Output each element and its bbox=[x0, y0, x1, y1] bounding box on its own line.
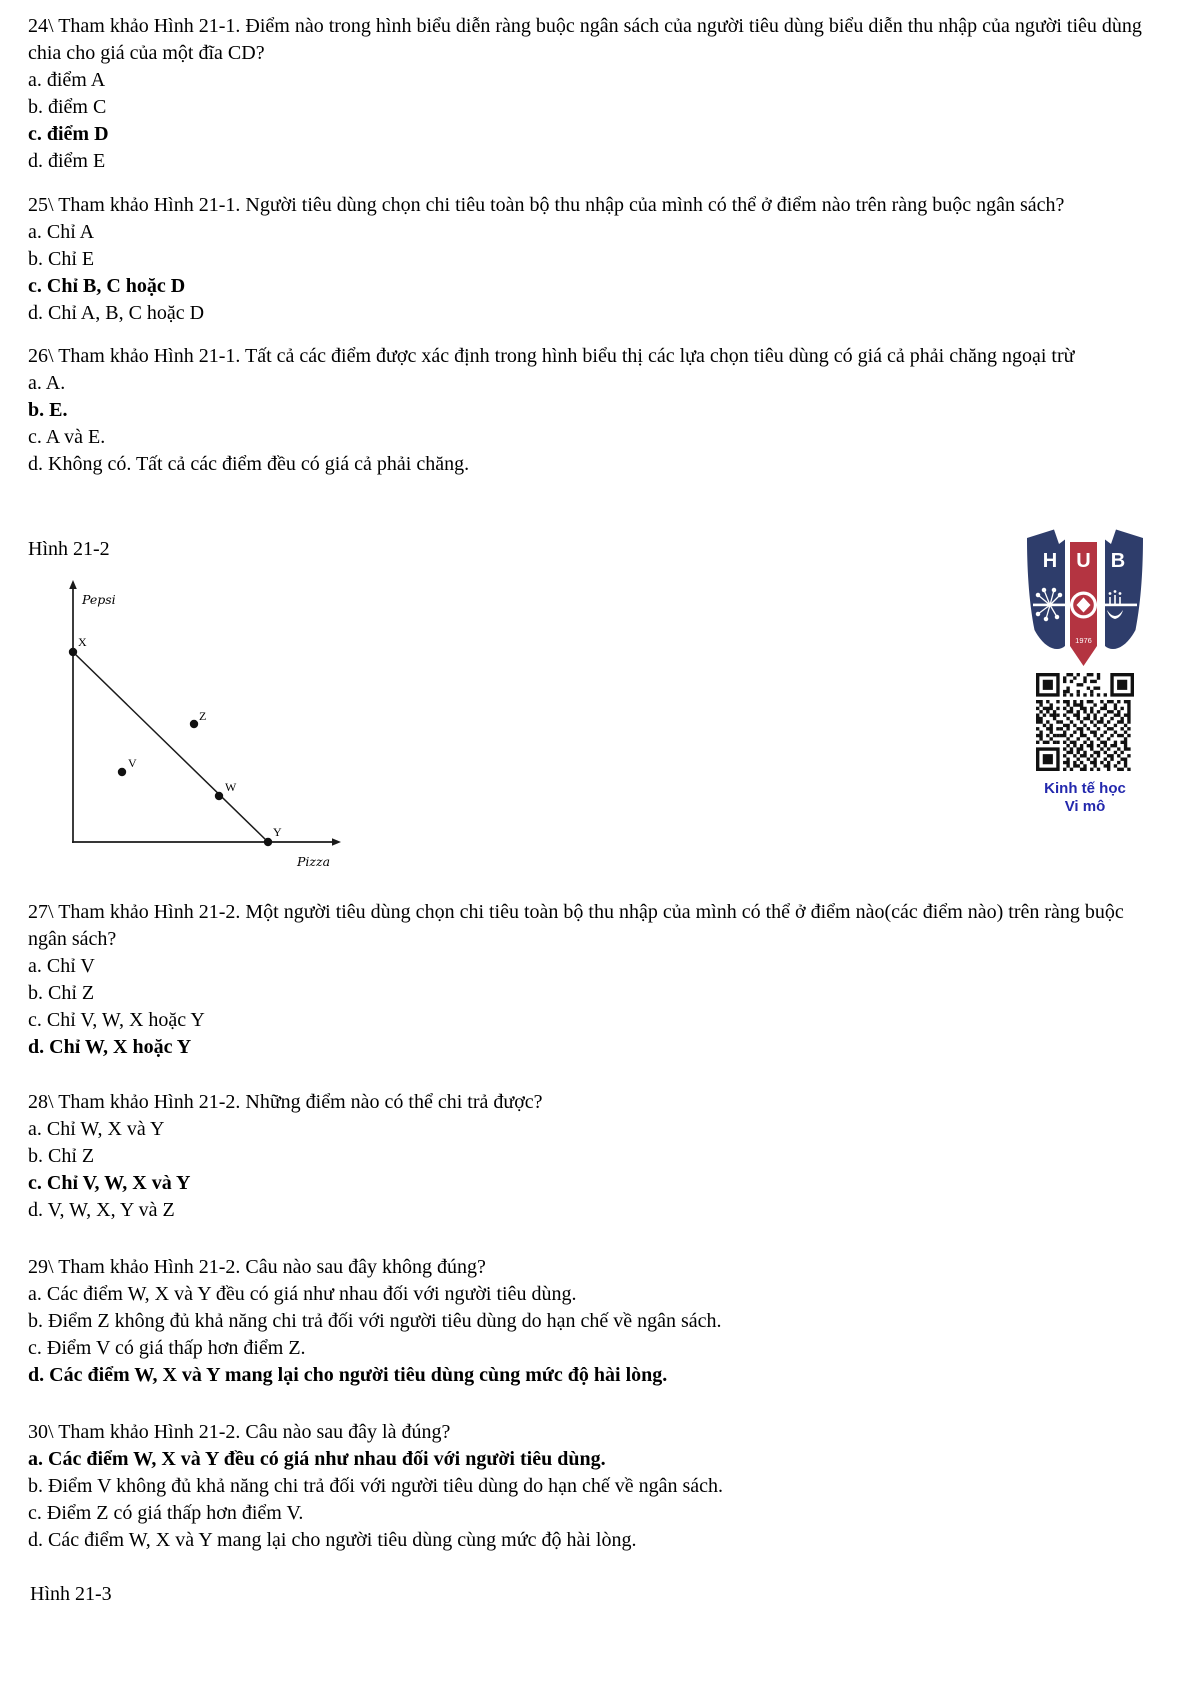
point-X bbox=[69, 648, 77, 656]
question-24-option-a: a. điểm A bbox=[28, 69, 106, 91]
question-29-option-a: a. Các điểm W, X và Y đều có giá như nhau đối với người tiêu dùng. bbox=[28, 1283, 577, 1305]
hub-letter-h: H bbox=[1042, 550, 1058, 572]
question-25-option-d: d. Chỉ A, B, C hoặc D bbox=[28, 302, 205, 324]
question-25-option-b: b. Chỉ E bbox=[28, 248, 95, 270]
y-axis-label: Pepsi bbox=[82, 592, 116, 607]
question-24-option-d: d. điểm E bbox=[28, 150, 106, 172]
question-24-option-b: b. điểm C bbox=[28, 96, 107, 118]
hub-year: 1976 bbox=[1075, 636, 1092, 645]
figure-21-2-chart bbox=[41, 576, 351, 871]
question-27-option-c: c. Chỉ V, W, X hoặc Y bbox=[28, 1009, 205, 1031]
budget-constraint-graph bbox=[41, 576, 1162, 871]
question-29 bbox=[28, 1254, 1162, 1389]
question-25-text: 25\ Tham khảo Hình 21-1. Người tiêu dùng chọn chi tiêu toàn bộ thu nhập của mình có thể ở điểm nào trên ràng buộc ngân sách? bbox=[28, 194, 1065, 216]
hub-logo-right-panel bbox=[1105, 530, 1143, 650]
hub-brand-block bbox=[1025, 525, 1145, 816]
point-Z-label: Z bbox=[199, 709, 207, 723]
question-29-option-b: b. Điểm Z không đủ khả năng chi trả đối với người tiêu dùng do hạn chế về ngân sách. bbox=[28, 1310, 722, 1332]
question-28-text: 28\ Tham khảo Hình 21-2. Những điểm nào có thể chi trả được? bbox=[28, 1091, 543, 1113]
question-24 bbox=[28, 13, 1162, 175]
point-Y bbox=[264, 838, 272, 846]
question-30-option-d: d. Các điểm W, X và Y mang lại cho người tiêu dùng cùng mức độ hài lòng. bbox=[28, 1529, 637, 1551]
question-28 bbox=[28, 1089, 1162, 1224]
question-29-option-d: d. Các điểm W, X và Y mang lại cho người tiêu dùng cùng mức độ hài lòng. bbox=[28, 1364, 668, 1386]
question-26-option-b: b. E. bbox=[28, 399, 68, 421]
question-28-option-c: c. Chỉ V, W, X và Y bbox=[28, 1172, 191, 1194]
question-28-option-b: b. Chỉ Z bbox=[28, 1145, 95, 1167]
question-27-option-d: d. Chỉ W, X hoặc Y bbox=[28, 1036, 192, 1058]
point-Y-label: Y bbox=[273, 825, 282, 839]
x-axis-label: Pizza bbox=[297, 854, 331, 869]
point-V-label: V bbox=[128, 756, 137, 770]
figure-21-2-label: Hình 21-2 bbox=[28, 538, 110, 560]
question-30-option-b: b. Điểm V không đủ khả năng chi trả đối với người tiêu dùng do hạn chế về ngân sách. bbox=[28, 1475, 724, 1497]
question-24-text: 24\ Tham khảo Hình 21-1. Điểm nào trong hình biểu diễn ràng buộc ngân sách của người tiêu dùng biểu diễn thu nhập của người tiêu dùng chia cho giá của một đĩa CD? bbox=[28, 15, 1142, 64]
point-Z bbox=[190, 720, 198, 728]
y-axis-arrow-icon bbox=[69, 580, 77, 589]
question-26 bbox=[28, 343, 1162, 478]
question-28-option-d: d. V, W, X, Y và Z bbox=[28, 1199, 175, 1221]
question-24-option-c: c. điểm D bbox=[28, 123, 109, 145]
question-26-option-a: a. A. bbox=[28, 372, 66, 394]
question-25-option-a: a. Chỉ A bbox=[28, 221, 95, 243]
budget-line bbox=[73, 652, 268, 842]
point-V bbox=[118, 768, 126, 776]
hub-letter-b: B bbox=[1110, 550, 1126, 572]
question-26-option-d: d. Không có. Tất cả các điểm đều có giá cả phải chăng. bbox=[28, 453, 470, 475]
question-27 bbox=[28, 899, 1162, 1061]
question-27-option-b: b. Chỉ Z bbox=[28, 982, 95, 1004]
course-caption bbox=[1025, 780, 1145, 816]
qr-code bbox=[1036, 673, 1134, 771]
question-30 bbox=[28, 1419, 1162, 1554]
question-26-text: 26\ Tham khảo Hình 21-1. Tất cả các điểm được xác định trong hình biểu thị các lựa chọn tiêu dùng có giá cả phải chăng ngoại trừ bbox=[28, 345, 1075, 367]
x-axis-arrow-icon bbox=[332, 838, 341, 845]
hub-letter-u: U bbox=[1076, 550, 1091, 572]
question-25 bbox=[28, 192, 1162, 327]
question-30-option-c: c. Điểm Z có giá thấp hơn điểm V. bbox=[28, 1502, 304, 1524]
question-30-option-a: a. Các điểm W, X và Y đều có giá như nhau đối với người tiêu dùng. bbox=[28, 1448, 606, 1470]
question-28-option-a: a. Chỉ W, X và Y bbox=[28, 1118, 165, 1140]
question-30-text: 30\ Tham khảo Hình 21-2. Câu nào sau đây là đúng? bbox=[28, 1421, 451, 1443]
question-29-text: 29\ Tham khảo Hình 21-2. Câu nào sau đây không đúng? bbox=[28, 1256, 486, 1278]
hub-logo bbox=[1026, 525, 1144, 668]
question-27-option-a: a. Chỉ V bbox=[28, 955, 95, 977]
question-29-option-c: c. Điểm V có giá thấp hơn điểm Z. bbox=[28, 1337, 306, 1359]
point-W bbox=[215, 792, 223, 800]
question-27-text: 27\ Tham khảo Hình 21-2. Một người tiêu dùng chọn chi tiêu toàn bộ thu nhập của mình có thể ở điểm nào(các điểm nào) trên ràng buộc ngân sách? bbox=[28, 901, 1124, 950]
question-25-option-c: c. Chỉ B, C hoặc D bbox=[28, 275, 186, 297]
point-X-label: X bbox=[78, 635, 87, 649]
figure-21-3-label: Hình 21-3 bbox=[30, 1583, 112, 1605]
course-caption-line2: Vi mô bbox=[1064, 798, 1106, 815]
point-W-label: W bbox=[225, 780, 237, 794]
course-caption-line1: Kinh tế học bbox=[1044, 780, 1126, 797]
question-26-option-c: c. A và E. bbox=[28, 426, 106, 448]
